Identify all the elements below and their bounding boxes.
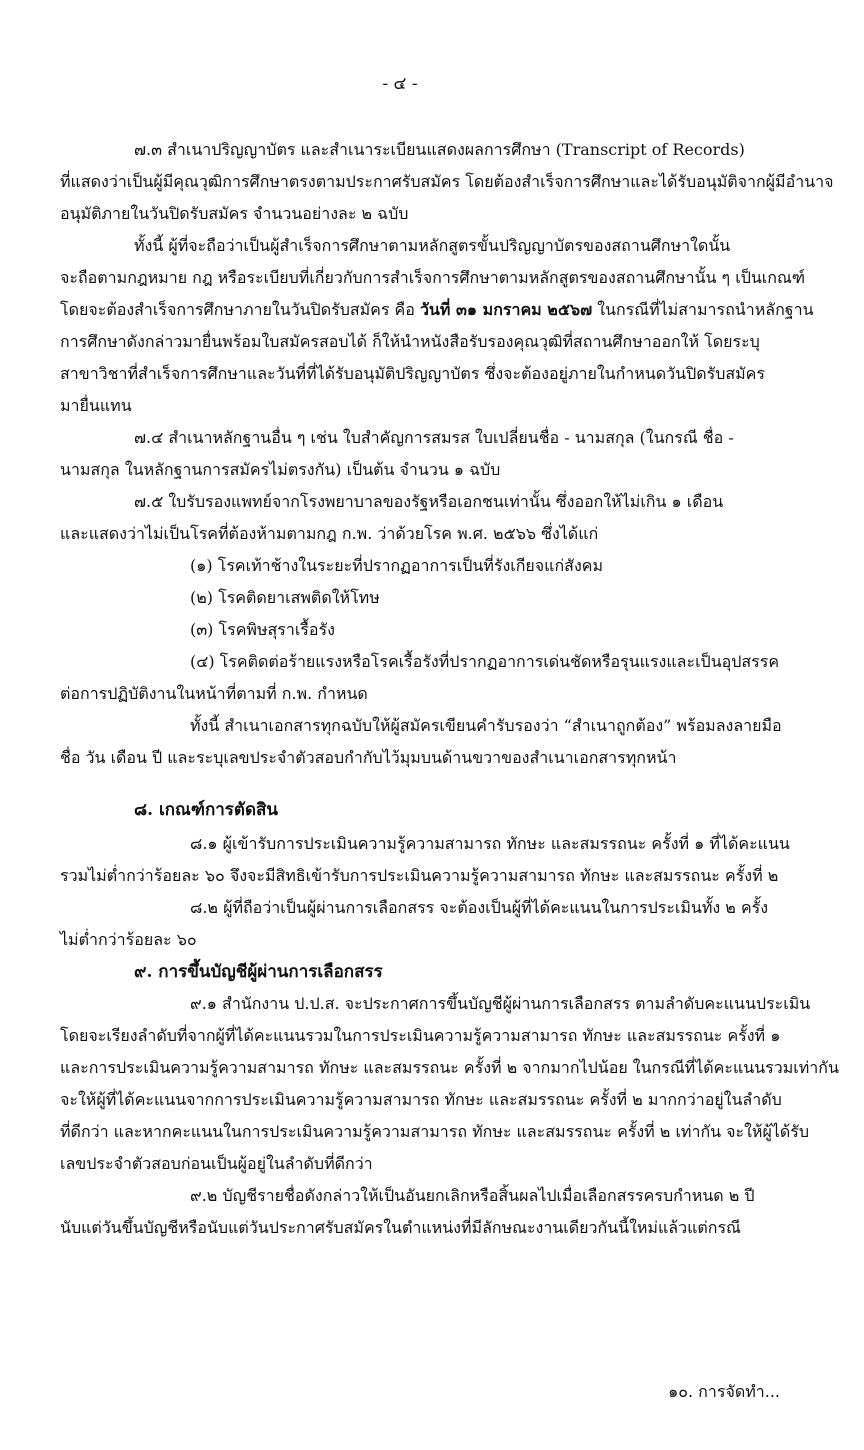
section-8-2-line-1: ๘.๒ ผู้ที่ถือว่าเป็นผู้ผ่านการเลือกสรร จะต้องเป็นผู้ที่ได้คะแนนในการประเมินทั้ง ๒ ครั้ง [190,898,769,917]
section-9-1-line-2: โดยจะเรียงลำดับที่จากผู้ที่ได้คะแนนรวมในการประเมินความรู้ความสามารถ ทักษะ และสมรรถนะ ครั้งที่ ๑ [60,1026,781,1045]
section-7-4-line-2: นามสกุล ในหลักฐานการสมัครไม่ตรงกัน) เป็นต้น จำนวน ๑ ฉบับ [60,460,501,479]
section-7-5-line-2: และแสดงว่าไม่เป็นโรคที่ต้องห้ามตามกฎ ก.พ. ว่าด้วยโรค พ.ศ. ๒๕๖๖ ซึ่งได้แก่ [60,524,599,543]
disease-item-2: (๒) โรคติดยาเสพติดให้โทษ [190,588,380,607]
note1-line-5: สาขาวิชาที่สำเร็จการศึกษาและวันที่ที่ได้รับอนุมัติปริญญาบัตร ซึ่งจะต้องอยู่ภายในกำหนดวันปิดรับสมัคร [60,364,765,383]
section-9-1-line-6: เลขประจำตัวสอบก่อนเป็นผู้อยู่ในลำดับที่ดีกว่า [60,1154,373,1173]
note2-line-2: ชื่อ วัน เดือน ปี และระบุเลขประจำตัวสอบกำกับไว้มุมบนด้านขวาของสำเนาเอกสารทุกหน้า [60,748,677,767]
note2-line-1: ทั้งนี้ สำเนาเอกสารทุกฉบับให้ผู้สมัครเขียนคำรับรองว่า “สำเนาถูกต้อง” พร้อมลงลายมือ [190,716,782,735]
section-8-heading: ๘. เกณฑ์การตัดสิน [134,800,278,820]
disease-item-4: (๔) โรคติดต่อร้ายแรงหรือโรคเรื้อรังที่ปรากฏอาการเด่นชัดหรือรุนแรงและเป็นอุปสรรค [190,652,780,671]
note1-line-1: ทั้งนี้ ผู้ที่จะถือว่าเป็นผู้สำเร็จการศึกษาตามหลักสูตรขั้นปริญญาบัตรของสถานศึกษาใดนั้น [134,236,731,255]
next-page-continuation: ๑๐. การจัดทำ... [668,1382,780,1401]
section-7-4-line-1: ๗.๔ สำเนาหลักฐานอื่น ๆ เช่น ใบสำคัญการสมรส ใบเปลี่ยนชื่อ - นามสกุล (ในกรณี ชื่อ - [134,428,734,447]
closing-date: วันที่ ๓๑ มกราคม ๒๕๖๗ [419,300,593,319]
section-9-heading: ๙. การขึ้นบัญชีผู้ผ่านการเลือกสรร [134,962,383,982]
section-8-1-line-1: ๘.๑ ผู้เข้ารับการประเมินความรู้ความสามารถ ทักษะ และสมรรถนะ ครั้งที่ ๑ ที่ได้คะแนน [190,834,790,853]
disease-item-1: (๑) โรคเท้าช้างในระยะที่ปรากฏอาการเป็นที่รังเกียจแก่สังคม [190,556,603,575]
disease-item-3: (๓) โรคพิษสุราเรื้อรัง [190,620,335,639]
section-8-1-line-2: รวมไม่ต่ำกว่าร้อยละ ๖๐ จึงจะมีสิทธิเข้ารับการประเมินความรู้ความสามารถ ทักษะ และสมรรถนะ ครั้งที่ ๒ [60,866,779,885]
section-9-1-line-1: ๙.๑ สำนักงาน ป.ป.ส. จะประกาศการขึ้นบัญชีผู้ผ่านการเลือกสรร ตามลำดับคะแนนประเมิน [190,994,811,1013]
section-7-3-line-2: ที่แสดงว่าเป็นผู้มีคุณวุฒิการศึกษาตรงตามประกาศรับสมัคร โดยต้องสำเร็จการศึกษาและได้รับอนุมัติจากผู้มีอำนาจ [60,172,834,191]
section-9-1-line-5: ที่ดีกว่า และหากคะแนนในการประเมินความรู้ความสามารถ ทักษะ และสมรรถนะ ครั้งที่ ๒ เท่ากัน จะให้ผู้ได้รับ [60,1122,810,1141]
note1-line-4: การศึกษาดังกล่าวมายื่นพร้อมใบสมัครสอบได้ ก็ให้นำหนังสือรับรองคุณวุฒิที่สถานศึกษาออกให้ โดยระบุ [60,332,760,351]
section-9-1-line-4: จะให้ผู้ที่ได้คะแนนจากการประเมินความรู้ความสามารถ ทักษะ และสมรรถนะ ครั้งที่ ๒ มากกว่าอยู่ในลำดับ [60,1090,782,1109]
section-7-3-line-1: ๗.๓ สำเนาปริญญาบัตร และสำเนาระเบียนแสดงผลการศึกษา (Transcript of Records) [134,140,745,159]
note1-line-6: มายื่นแทน [60,396,132,415]
section-9-2-line-1: ๙.๒ บัญชีรายชื่อดังกล่าวให้เป็นอันยกเลิกหรือสิ้นผลไปเมื่อเลือกสรรครบกำหนด ๒ ปี [190,1186,755,1205]
section-8-2-line-2: ไม่ต่ำกว่าร้อยละ ๖๐ [60,930,197,949]
page-number: - ๔ - [382,74,418,94]
section-9-2-line-2: นับแต่วันขึ้นบัญชีหรือนับแต่วันประกาศรับสมัครในตำแหน่งที่มีลักษณะงานเดียวกันนี้ใหม่แล้วแต่กรณี [60,1218,741,1237]
note1-line-3: โดยจะต้องสำเร็จการศึกษาภายในวันปิดรับสมัคร คือ วันที่ ๓๑ มกราคม ๒๕๖๗ ในกรณีที่ไม่สามารถนำหลักฐาน [60,300,814,319]
section-7-5-line-1: ๗.๕ ใบรับรองแพทย์จากโรงพยาบาลของรัฐหรือเอกชนเท่านั้น ซึ่งออกให้ไม่เกิน ๑ เดือน [134,492,724,511]
section-7-3-line-3: อนุมัติภายในวันปิดรับสมัคร จำนวนอย่างละ ๒ ฉบับ [60,204,409,223]
note1-line-2: จะถือตามกฎหมาย กฎ หรือระเบียบที่เกี่ยวกับการสำเร็จการศึกษาตามหลักสูตรของสถานศึกษานั้น ๆ เป็นเกณฑ์ [60,268,806,287]
section-9-1-line-3: และการประเมินความรู้ความสามารถ ทักษะ และสมรรถนะ ครั้งที่ ๒ จากมากไปน้อย ในกรณีที่ได้คะแนนรวมเท่ากัน [60,1058,839,1077]
disease-item-4-cont: ต่อการปฏิบัติงานในหน้าที่ตามที่ ก.พ. กำหนด [60,684,368,703]
